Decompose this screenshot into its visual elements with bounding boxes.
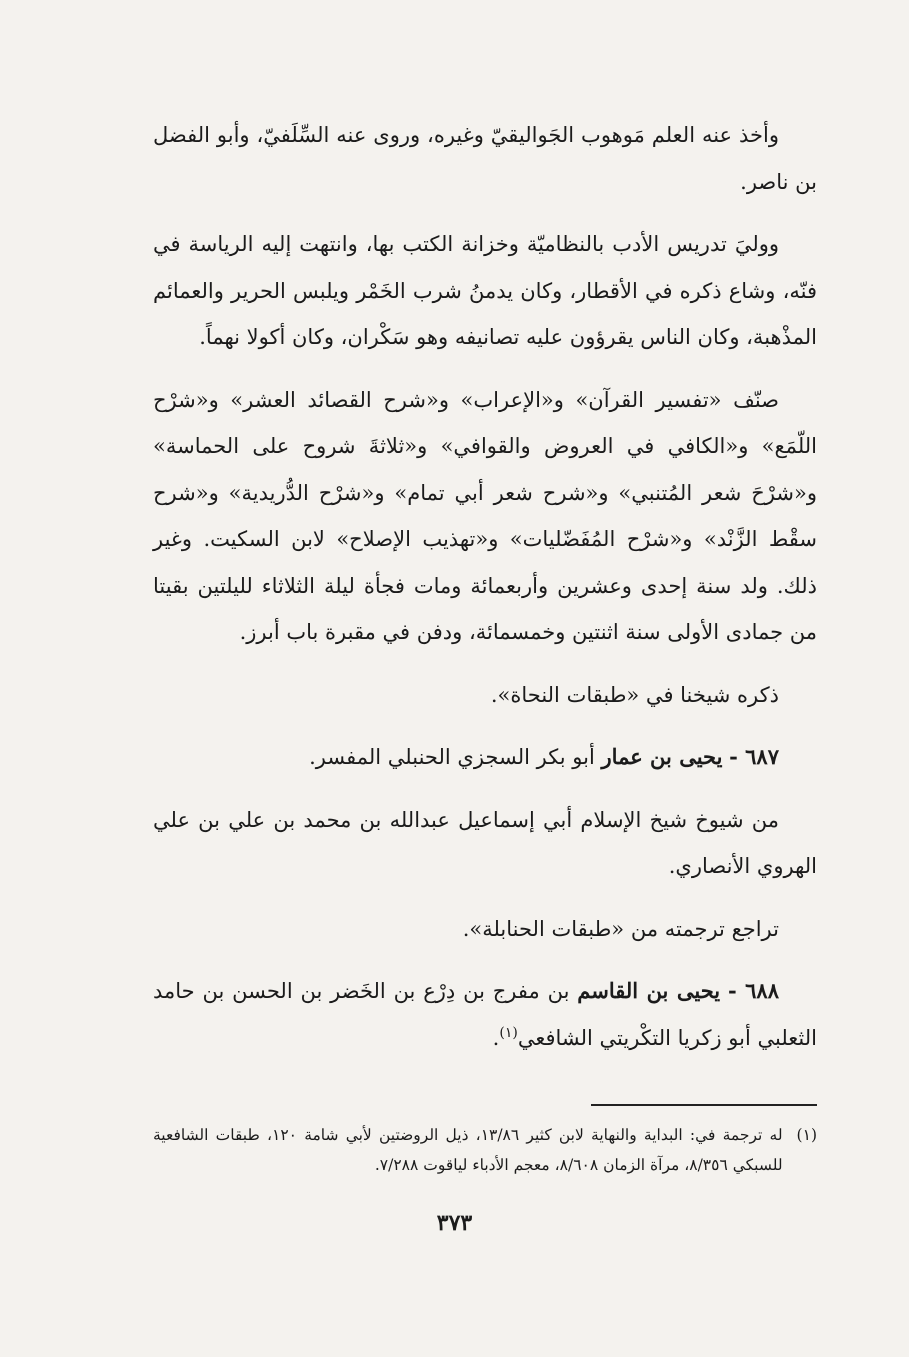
entry-number: ٦٨٧ - [729, 744, 779, 769]
footnote-marker: (١) [796, 1126, 817, 1144]
entry-688 [153, 968, 817, 1061]
paragraph-career: ووليَ تدريس الأدب بالنظاميّة وخزانة الكتب بها، وانتهت إليه الرياسة في فنّه، وشاع ذكره في الأقطار، وكان يدمنُ شرب الخَمْر ويلبس الحرير والعمائم المذْهبة، وكان الناس يقرؤون عليه تصانيفه وهو سَكْران، وكان أكولا نهماً. [153, 232, 817, 349]
entry-end: . [492, 1025, 500, 1050]
footnote-item [153, 1120, 817, 1180]
paragraph-687-reference: تراجع ترجمته من «طبقات الحنابلة». [462, 916, 779, 941]
entry-number: ٦٨٨ - [727, 978, 779, 1003]
paragraph-students: وأخذ عنه العلم مَوهوب الجَواليقيّ وغيره، وروى عنه السِّلَفيّ، وأبو الفضل بن ناصر. [153, 123, 817, 194]
entry-description: بن مفرج بن دِرْع بن الخَضر بن الحسن بن حامد الثعلبي أبو زكريا التكْريتي الشافعي [153, 979, 817, 1050]
entry-description: أبو بكر السجزي الحنبلي المفسر. [309, 745, 595, 769]
entry-name: يحيى بن القاسم [577, 978, 721, 1003]
paragraph-works: صنّف «تفسير القرآن» و«الإعراب» و«شرح القصائد العشر» و«شرْح اللّمَع» و«الكافي في العروض والقوافي» و«ثلاثةَ شروح على الحماسة» و«شرْحَ شعر المُتنبي» و«شرح شعر أبي تمام» و«شرْح الدُّريدية» و«شرح سقْط الزَّنْد» و«شرْح المُفَضّليات» و«تهذيب الإصلاح» لابن السكيت. وغير ذلك. ولد سنة إحدى وعشرين وأربعمائة ومات فجأة ليلة الثلاثاء لليلتين بقيتا من جمادى الأولى سنة اثنتين وخمسمائة، ودفن في مقبرة باب أبرز. [153, 387, 817, 644]
page-body [153, 112, 817, 1077]
footnotes [153, 1120, 817, 1180]
paragraph-source: ذكره شيخنا في «طبقات النحاة». [490, 682, 779, 707]
page-number: ٣٧٣ [436, 1210, 473, 1236]
entry-name: يحيى بن عمار [601, 744, 723, 769]
entry-687 [153, 734, 817, 781]
footnote-divider [591, 1104, 817, 1106]
footnote-text: له ترجمة في: البداية والنهاية لابن كثير ١٣/٨٦، ذيل الروضتين لأبي شامة ١٢٠، طبقات الشافعية للسبكي ٨/٣٥٦، مرآة الزمان ٨/٦٠٨، معجم الأدباء لياقوت ٧/٢٨٨. [153, 1126, 783, 1174]
paragraph-687-teachers: من شيوخ شيخ الإسلام أبي إسماعيل عبدالله بن محمد بن علي بن علي الهروي الأنصاري. [153, 807, 817, 878]
footnote-reference[interactable]: (١) [499, 1024, 518, 1041]
